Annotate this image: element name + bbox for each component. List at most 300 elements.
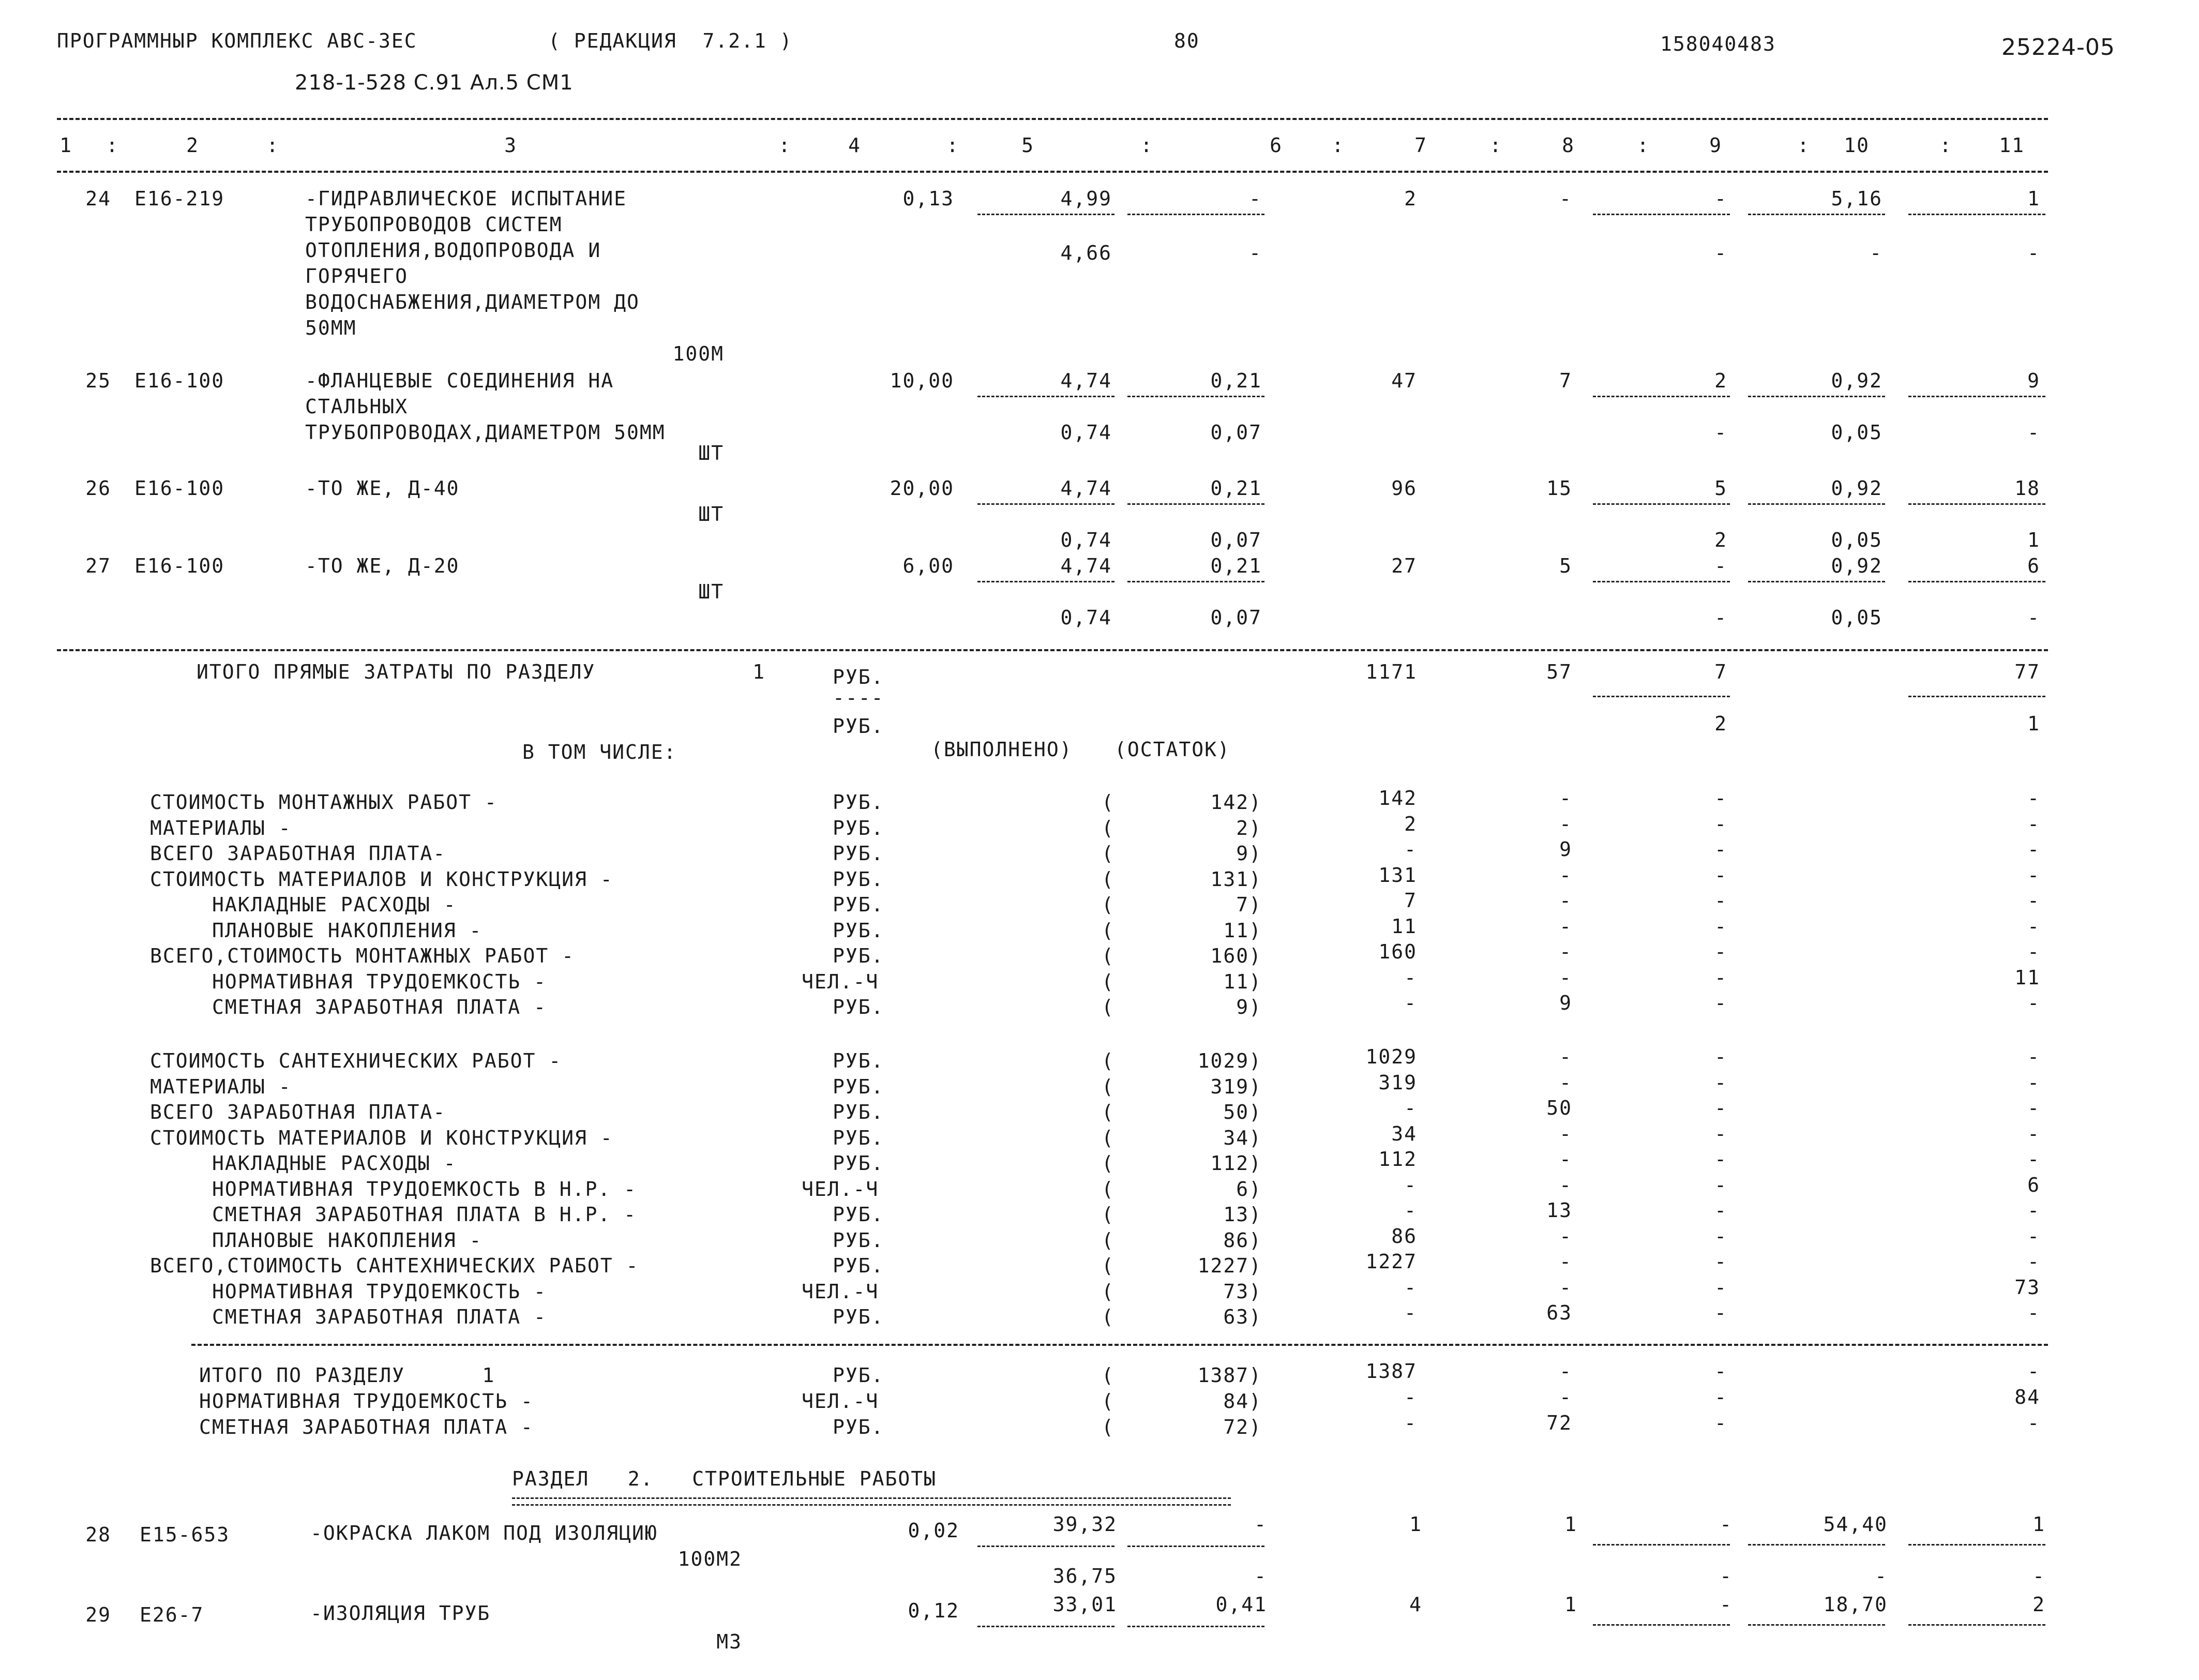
line-c7: - [1404,966,1417,989]
including-label: В ТОМ ЧИСЛЕ: [522,741,677,763]
line-c7: 1029 [1365,1045,1417,1068]
row-description: -ГИДРАВЛИЧЕСКОЕ ИСПЫТАНИЕ [305,187,627,210]
line-label: ПЛАНОВЫЕ НАКОПЛЕНИЯ - [212,919,483,942]
cell-c5: 4,74 [1060,477,1112,500]
line-unit: РУБ. [833,1228,884,1252]
cell-c11: 1 [2032,1513,2045,1536]
line-unit: РУБ. [833,893,884,916]
section-2-underline [512,1497,1231,1506]
cell-c6: 0,21 [1210,477,1262,500]
cell-c5: 39,32 [1052,1513,1117,1536]
cell-c11-sub: - [2027,421,2040,444]
line-open-paren: ( [1102,1228,1114,1252]
cell-c5-sub: 4,66 [1060,242,1112,264]
handwritten-stamp: 25224-05 [2001,34,2115,61]
line-unit: РУБ. [833,1416,884,1438]
row-quantity: 6,00 [902,554,954,577]
cell-divider [1908,396,2045,397]
line-label: НАКЛАДНЫЕ РАСХОДЫ - [212,893,457,916]
row-unit: ШТ [698,442,724,464]
line-c11: - [2027,1045,2040,1068]
line-label: НОРМАТИВНАЯ ТРУДОЕМКОСТЬ В Н.Р. - [212,1177,637,1201]
total-c11: 77 [2014,661,2040,683]
done-label: (ВЫПОЛНЕНО) [931,738,1073,761]
line-c7: - [1404,1199,1417,1222]
line-open-paren: ( [1102,1075,1114,1098]
line-c9: - [1714,1301,1727,1324]
line-value: 84) [1223,1390,1262,1413]
line-c8: 63 [1546,1301,1572,1324]
row-number: 27 [85,554,111,577]
row-quantity: 0,13 [902,187,954,210]
cell-divider [1908,696,2045,697]
line-c9: - [1714,940,1727,963]
row-description: -ИЗОЛЯЦИЯ ТРУБ [310,1602,491,1625]
line-value: 34) [1223,1126,1262,1149]
line-c9: - [1714,1071,1727,1094]
row-code: Е16-100 [134,477,225,500]
line-c11: - [2027,940,2040,963]
cell-c6-sub: - [1254,1565,1267,1587]
line-c8: 50 [1546,1097,1572,1119]
cell-c11: 6 [2027,554,2040,577]
line-open-paren: ( [1102,996,1114,1018]
cell-divider [1748,1544,1885,1546]
line-label: МАТЕРИАЛЫ - [150,1075,292,1098]
cell-c9-sub: - [1720,1565,1733,1587]
row-unit: 100М [672,342,724,365]
edition-label: ( РЕДАКЦИЯ 7.2.1 ) [548,29,793,52]
line-value: 160) [1210,944,1262,967]
row-description: -ТО ЖЕ, Д-20 [305,554,460,577]
cell-c7: 27 [1391,554,1417,577]
line-open-paren: ( [1102,816,1114,839]
total-c9-sub: 2 [1714,712,1727,735]
cell-c9: - [1720,1593,1733,1616]
cell-c6: 0,21 [1210,369,1262,392]
line-value: 142) [1210,791,1262,814]
line-open-paren: ( [1102,867,1114,891]
cell-divider [1127,214,1264,215]
row-number: 25 [85,369,111,392]
row-description: ТРУБОПРОВОДАХ,ДИАМЕТРОМ 50ММ [305,421,666,444]
row-quantity: 20,00 [890,477,954,500]
cell-divider [1127,581,1264,582]
cell-divider [1127,503,1264,505]
line-label: ПЛАНОВЫЕ НАКОПЛЕНИЯ - [212,1228,483,1252]
cell-c5-sub: 0,74 [1060,529,1112,551]
cell-c10-sub: - [1875,1565,1888,1587]
line-c8: - [1559,1122,1572,1145]
row-unit: М3 [716,1630,742,1653]
cell-divider [1748,581,1885,582]
line-value: 73) [1223,1280,1262,1303]
cell-c10-sub: 0,05 [1831,529,1882,551]
line-c7: 11 [1391,914,1417,938]
rest-label: (ОСТАТОК) [1114,738,1230,761]
cell-c10-sub: 0,05 [1831,606,1882,629]
cell-divider [1127,1546,1264,1547]
line-unit: РУБ. [833,1306,884,1328]
line-c9: - [1714,1360,1727,1383]
line-c9: - [1714,1148,1727,1171]
line-value: 11) [1223,919,1262,942]
line-label: МАТЕРИАЛЫ - [150,816,292,839]
cell-c5-sub: 36,75 [1052,1565,1117,1587]
line-c8: - [1559,1071,1572,1094]
cell-c11: 1 [2027,187,2040,210]
line-c9: - [1714,889,1727,912]
cell-divider [977,1626,1114,1627]
line-open-paren: ( [1102,1364,1114,1387]
cell-c8: - [1559,187,1572,210]
line-unit: РУБ. [833,944,884,967]
column-header-1: 1 [59,134,72,157]
line-c11: 6 [2027,1173,2040,1196]
line-label: ВСЕГО,СТОИМОСТЬ МОНТАЖНЫХ РАБОТ - [150,944,575,967]
line-value: 13) [1223,1203,1262,1226]
section-total-divider [191,1344,2048,1346]
cell-divider [1748,214,1885,215]
line-c9: - [1714,1276,1727,1299]
line-open-paren: ( [1102,944,1114,967]
line-unit: РУБ. [833,1364,884,1387]
line-c7: 1387 [1365,1360,1417,1383]
line-c7: - [1404,1097,1417,1119]
line-value: 86) [1223,1228,1262,1252]
row-description: СТАЛЬНЫХ [305,395,409,418]
cell-c5-sub: 0,74 [1060,421,1112,444]
row-number: 26 [85,477,111,500]
row-description: -ТО ЖЕ, Д-40 [305,477,460,500]
cell-divider [977,396,1114,397]
line-unit: РУБ. [833,1126,884,1149]
line-c8: - [1559,1224,1572,1248]
row-quantity: 0,12 [908,1599,959,1622]
line-unit: РУБ. [833,791,884,814]
line-value: 1029) [1197,1049,1262,1072]
column-separator: : [1939,134,1952,157]
cell-divider [977,1546,1114,1547]
cell-divider [1593,581,1730,582]
document-code: 158040483 [1660,33,1776,55]
line-c8: - [1559,940,1572,963]
line-c11: - [2027,1122,2040,1145]
line-label: СМЕТНАЯ ЗАРАБОТНАЯ ПЛАТА - [199,1416,534,1438]
row-unit: ШТ [698,580,724,603]
line-c7: - [1404,1276,1417,1299]
line-c8: - [1559,812,1572,835]
line-label: СТОИМОСТЬ САНТЕХНИЧЕСКИХ РАБОТ - [150,1049,562,1072]
total-label: ИТОГО ПРЯМЫЕ ЗАТРАТЫ ПО РАЗДЕЛУ [197,661,596,683]
line-c11: - [2027,992,2040,1014]
section-2-title: РАЗДЕЛ 2. СТРОИТЕЛЬНЫЕ РАБОТЫ [512,1467,937,1490]
line-c11: - [2027,1199,2040,1222]
line-open-paren: ( [1102,1280,1114,1303]
cell-c9: 2 [1714,369,1727,392]
cell-c10: 0,92 [1831,554,1882,577]
line-c8: - [1559,914,1572,938]
cell-divider [1748,396,1885,397]
line-c11: - [2027,1412,2040,1434]
line-c8: - [1559,1276,1572,1299]
cell-divider [1593,1544,1730,1546]
line-c11: - [2027,1250,2040,1273]
column-separator: : [778,134,791,157]
line-open-paren: ( [1102,842,1114,865]
total-c11-sub: 1 [2027,712,2040,735]
line-unit: РУБ. [833,1254,884,1277]
line-c8: - [1559,1148,1572,1171]
line-c11: - [2027,787,2040,809]
line-value: 6) [1236,1177,1262,1201]
line-open-paren: ( [1102,1416,1114,1438]
column-separator: : [266,134,279,157]
line-c11: 84 [2014,1386,2040,1408]
line-unit: РУБ. [833,1049,884,1072]
cell-c10-sub: 0,05 [1831,421,1882,444]
cell-c6-sub: 0,07 [1210,421,1262,444]
line-c11: - [2027,1071,2040,1094]
line-value: 1227) [1197,1254,1262,1277]
line-c7: - [1404,1386,1417,1408]
line-open-paren: ( [1102,1049,1114,1072]
line-label: СМЕТНАЯ ЗАРАБОТНАЯ ПЛАТА - [212,996,547,1018]
cell-divider [977,581,1114,582]
line-unit: РУБ. [833,996,884,1018]
line-c9: - [1714,966,1727,989]
line-c7: - [1404,1301,1417,1324]
line-value: 319) [1210,1075,1262,1098]
cell-c9: - [1714,187,1727,210]
column-header-3: 3 [504,134,517,157]
line-c7: 7 [1404,889,1417,912]
line-c11: 11 [2014,966,2040,989]
line-c8: - [1559,1250,1572,1273]
cell-c11-sub: - [2027,606,2040,629]
line-c7: 319 [1378,1071,1417,1094]
line-c9: - [1714,1199,1727,1222]
line-unit: ЧЕЛ.-Ч [802,1280,879,1303]
line-open-paren: ( [1102,1177,1114,1201]
cell-c7: 1 [1409,1513,1422,1536]
line-open-paren: ( [1102,919,1114,942]
cell-c6: - [1249,187,1262,210]
cell-c11: 2 [2032,1593,2045,1616]
line-label: ВСЕГО ЗАРАБОТНАЯ ПЛАТА- [150,1101,446,1123]
line-c9: - [1714,863,1727,887]
line-open-paren: ( [1102,970,1114,993]
cell-divider [1593,503,1730,505]
column-separator: : [1489,134,1502,157]
header-divider-bottom [57,171,2048,173]
cell-divider [1593,396,1730,397]
line-c7: 34 [1391,1122,1417,1145]
cell-divider [977,503,1114,505]
line-c11: - [2027,1224,2040,1248]
line-c8: - [1559,966,1572,989]
line-c7: 86 [1391,1224,1417,1248]
line-open-paren: ( [1102,1306,1114,1328]
line-label: ВСЕГО,СТОИМОСТЬ САНТЕХНИЧЕСКИХ РАБОТ - [150,1254,639,1277]
line-label: СТОИМОСТЬ МОНТАЖНЫХ РАБОТ - [150,791,498,814]
line-unit: РУБ. [833,1203,884,1226]
line-c7: 2 [1404,812,1417,835]
column-header-9: 9 [1709,134,1722,157]
cell-c8: 1 [1564,1513,1577,1536]
row-description: -ФЛАНЦЕВЫЕ СОЕДИНЕНИЯ НА [305,369,614,392]
line-c7: - [1404,1412,1417,1434]
line-c11: - [2027,1301,2040,1324]
line-c9: - [1714,1045,1727,1068]
row-unit: ШТ [698,503,724,526]
line-label: НАКЛАДНЫЕ РАСХОДЫ - [212,1152,457,1175]
line-c9: - [1714,914,1727,938]
line-c9: - [1714,812,1727,835]
line-c8: 9 [1559,992,1572,1014]
line-c11: - [2027,838,2040,861]
line-c11: - [2027,1097,2040,1119]
line-c11: - [2027,1360,2040,1383]
cell-c9-sub: - [1714,242,1727,264]
total-divider [57,649,2048,651]
row-quantity: 0,02 [908,1519,959,1542]
line-open-paren: ( [1102,893,1114,916]
line-c11: - [2027,1148,2040,1171]
cell-divider [1908,214,2045,215]
cell-c7: 47 [1391,369,1417,392]
cell-divider [1908,1624,2045,1626]
column-header-10: 10 [1844,134,1870,157]
row-number: 29 [85,1603,111,1626]
line-label: СМЕТНАЯ ЗАРАБОТНАЯ ПЛАТА - [212,1306,547,1328]
line-label: НОРМАТИВНАЯ ТРУДОЕМКОСТЬ - [212,970,547,993]
column-separator: : [106,134,119,157]
line-open-paren: ( [1102,1126,1114,1149]
row-unit: 100М2 [677,1548,742,1570]
line-c9: - [1714,992,1727,1014]
cell-c9-sub: 2 [1714,529,1727,551]
line-c9: - [1714,1097,1727,1119]
line-c8: 13 [1546,1199,1572,1222]
cell-c5: 4,74 [1060,369,1112,392]
line-open-paren: ( [1102,1152,1114,1175]
line-label: СМЕТНАЯ ЗАРАБОТНАЯ ПЛАТА В Н.Р. - [212,1203,637,1226]
line-c8: 9 [1559,838,1572,861]
line-open-paren: ( [1102,1203,1114,1226]
row-description: ГОРЯЧЕГО [305,265,409,288]
row-description: 50ММ [305,317,357,339]
line-value: 50) [1223,1101,1262,1123]
line-c8: - [1559,787,1572,809]
cell-c6: 0,21 [1210,554,1262,577]
cell-c8: 15 [1546,477,1572,500]
line-label: СТОИМОСТЬ МАТЕРИАЛОВ И КОНСТРУКЦИЯ - [150,1126,613,1149]
cell-c5: 33,01 [1052,1593,1117,1616]
row-description: ТРУБОПРОВОДОВ СИСТЕМ [305,213,563,236]
column-header-8: 8 [1562,134,1575,157]
cell-divider [1127,1626,1264,1627]
line-unit: РУБ. [833,919,884,942]
line-label: СТОИМОСТЬ МАТЕРИАЛОВ И КОНСТРУКЦИЯ - [150,867,613,891]
total-c8: 57 [1546,661,1572,683]
row-number: 24 [85,187,111,210]
cell-c11: 18 [2014,477,2040,500]
cell-c8: 1 [1564,1593,1577,1616]
cell-c6-sub: 0,07 [1210,606,1262,629]
cell-c7: 96 [1391,477,1417,500]
total-section-number: 1 [752,661,765,683]
line-unit: РУБ. [833,1152,884,1175]
column-header-2: 2 [186,134,199,157]
cell-c7: 2 [1404,187,1417,210]
line-c9: - [1714,787,1727,809]
total-unit-2: РУБ. [833,715,884,738]
sheet-reference: 218-1-528 С.91 Ал.5 СМ1 [295,71,574,95]
total-unit: РУБ. [833,666,884,688]
column-separator: : [1140,134,1153,157]
line-c7: - [1404,992,1417,1014]
column-separator: : [1797,134,1810,157]
row-code: Е16-100 [134,554,225,577]
line-c7: 112 [1378,1148,1417,1171]
cell-divider [1908,503,2045,505]
column-separator: : [1637,134,1650,157]
cell-divider [1593,1624,1730,1626]
line-c8: - [1559,1173,1572,1196]
column-header-11: 11 [1999,134,2025,157]
line-value: 112) [1210,1152,1262,1175]
line-c7: 131 [1378,863,1417,887]
line-label: ИТОГО ПО РАЗДЕЛУ 1 [199,1364,495,1387]
line-c9: - [1714,1412,1727,1434]
column-separator: : [946,134,959,157]
line-value: 11) [1223,970,1262,993]
line-value: 131) [1210,867,1262,891]
cell-c8: 7 [1559,369,1572,392]
row-description: ОТОПЛЕНИЯ,ВОДОПРОВОДА И [305,239,601,262]
cell-c5: 4,99 [1060,187,1112,210]
total-unit-dash: ---- [833,686,884,709]
cell-divider [1908,1544,2045,1546]
cell-c10: 5,16 [1831,187,1882,210]
line-c9: - [1714,1173,1727,1196]
cell-divider [1593,696,1730,697]
line-c9: - [1714,838,1727,861]
cell-c11: 9 [2027,369,2040,392]
line-c11: - [2027,914,2040,938]
row-description: -ОКРАСКА ЛАКОМ ПОД ИЗОЛЯЦИЮ [310,1522,658,1544]
line-unit: ЧЕЛ.-Ч [802,970,879,993]
cell-c11-sub: - [2032,1565,2045,1587]
line-c11: - [2027,812,2040,835]
cell-c5-sub: 0,74 [1060,606,1112,629]
cell-c10: 18,70 [1823,1593,1888,1616]
row-quantity: 10,00 [890,369,954,392]
cell-c11-sub: 1 [2027,529,2040,551]
row-code: Е26-7 [140,1603,204,1626]
line-c8: - [1559,1045,1572,1068]
column-separator: : [1332,134,1345,157]
line-c9: - [1714,1386,1727,1408]
program-name: ПРОГРАММНЫР КОМПЛЕКС АВС-3ЕС [57,29,417,52]
line-value: 63) [1223,1306,1262,1328]
cell-c9: 5 [1714,477,1727,500]
cell-divider [1748,503,1885,505]
row-code: Е16-219 [134,187,225,210]
row-code: Е16-100 [134,369,225,392]
line-label: НОРМАТИВНАЯ ТРУДОЕМКОСТЬ - [199,1390,534,1413]
